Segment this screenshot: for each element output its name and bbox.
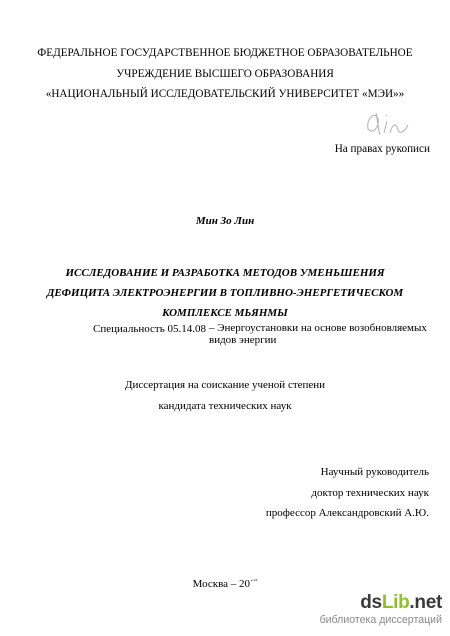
manuscript-rights-note: На правах рукописи [334,143,430,155]
author-name: Мин Зо Лин [195,215,255,227]
dissertation-title-line-2: ДЕФИЦИТА ЭЛЕКТРОЭНЕРГИИ В ТОПЛИВНО-ЭНЕРГЕТИЧЕСКОМ [46,287,404,299]
watermark-brand-ds: ds [360,592,382,613]
dissertation-title-line-3: КОМПЛЕКСЕ МЬЯНМЫ [162,307,288,319]
specialty-code: Специальность 05.14.08 [93,323,206,335]
handwritten-signature [362,105,410,139]
advisor-degree: доктор технических наук [311,487,429,499]
dslib-watermark-logo[interactable] [292,592,442,632]
degree-line-1: Диссертация на соискание ученой степени [124,379,326,391]
watermark-brand-net: .net [409,592,442,613]
institution-line-2: УЧРЕЖДЕНИЕ ВЫСШЕГО ОБРАЗОВАНИЯ [116,68,334,80]
degree-line-2: кандидата технических наук [158,400,292,412]
advisor-role: Научный руководитель [320,466,429,478]
watermark-tagline: библиотека диссертаций [319,614,442,626]
advisor-name: профессор Александровский А.Ю. [265,507,429,519]
city-year: Москва – 20˙˝ [192,578,258,590]
dissertation-title-line-1: ИССЛЕДОВАНИЕ И РАЗРАБОТКА МЕТОДОВ УМЕНЬШЕНИЯ [65,267,385,279]
watermark-brand [360,592,442,614]
specialty-description: – Энергоустановки на основе возобновляемых видов энергии [209,322,427,346]
watermark-brand-lib: Lib [381,592,410,613]
institution-line-1: ФЕДЕРАЛЬНОЕ ГОСУДАРСТВЕННОЕ БЮДЖЕТНОЕ ОБРАЗОВАТЕЛЬНОЕ [37,47,413,59]
institution-line-3: «НАЦИОНАЛЬНЫЙ ИССЛЕДОВАТЕЛЬСКИЙ УНИВЕРСИТЕТ «МЭИ»» [45,88,405,100]
